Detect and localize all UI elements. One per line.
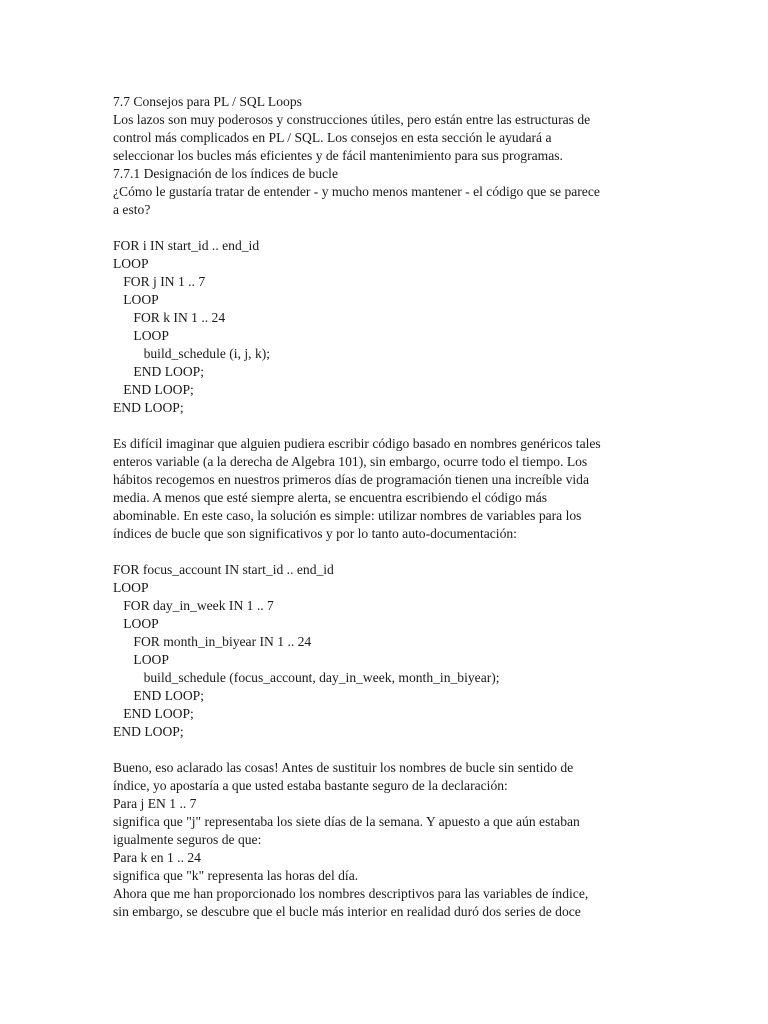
code-line: FOR focus_account IN start_id .. end_id [113,562,334,577]
code-line: FOR k IN 1 .. 24 [113,310,226,325]
blank-line [113,219,753,237]
body-paragraph [113,435,753,543]
paragraph-line: enteros variable (a la derecha de Algebra 101), sin embargo, ocurre todo el tiempo. Los [113,454,588,469]
question-line: ¿Cómo le gustaría tratar de entender - y mucho menos mantener - el código que se parece [113,184,600,199]
code-block-descriptive [113,561,753,741]
code-line: END LOOP; [113,688,205,703]
subsection-heading: 7.7.1 Designación de los índices de bucle [113,166,338,181]
code-line: END LOOP; [113,706,194,721]
blank-line [113,543,753,561]
code-line: LOOP [113,616,159,631]
code-line: FOR j IN 1 .. 7 [113,274,206,289]
blank-line [113,417,753,435]
paragraph-line: igualmente seguros de que: [113,832,262,847]
document-page [113,93,753,921]
paragraph-line: significa que "j" representaba los siete días de la semana. Y apuesto a que aún estaban [113,814,580,829]
paragraph-line: media. A menos que esté siempre alerta, se encuentra escribiendo el código más [113,490,548,505]
paragraph-line: hábitos recogemos en nuestros primeros días de programación tienen una increíble vida [113,472,590,487]
code-line: END LOOP; [113,400,184,415]
closing-paragraph [113,759,753,921]
section-heading: 7.7 Consejos para PL / SQL Loops [113,94,302,109]
code-line: END LOOP; [113,382,194,397]
code-line: LOOP [113,328,169,343]
paragraph-line: Para j EN 1 .. 7 [113,796,197,811]
code-line: FOR day_in_week IN 1 .. 7 [113,598,274,613]
paragraph-line: sin embargo, se descubre que el bucle más interior en realidad duró dos series de doce [113,904,581,919]
intro-line: control más complicados en PL / SQL. Los consejos en esta sección le ayudará a [113,130,552,145]
code-line: END LOOP; [113,364,205,379]
question-line: a esto? [113,202,151,217]
code-line: LOOP [113,652,169,667]
code-line: build_schedule (focus_account, day_in_week, month_in_biyear); [113,670,500,685]
code-line: build_schedule (i, j, k); [113,346,271,361]
paragraph-line: índice, yo apostaría a que usted estaba bastante seguro de la declaración: [113,778,508,793]
blank-line [113,741,753,759]
intro-line: seleccionar los bucles más eficientes y de fácil mantenimiento para sus programas. [113,148,563,163]
paragraph-line: Ahora que me han proporcionado los nombres descriptivos para las variables de índice, [113,886,589,901]
code-line: LOOP [113,292,159,307]
paragraph-line: Para k en 1 .. 24 [113,850,201,865]
paragraph-line: índices de bucle que son significativos y por lo tanto auto-documentación: [113,526,517,541]
paragraph-line: Es difícil imaginar que alguien pudiera escribir código basado en nombres genéricos tales [113,436,601,451]
paragraph-line: Bueno, eso aclarado las cosas! Antes de sustituir los nombres de bucle sin sentido de [113,760,574,775]
code-line: LOOP [113,580,149,595]
code-line: FOR i IN start_id .. end_id [113,238,260,253]
intro-line: Los lazos son muy poderosos y construcciones útiles, pero están entre las estructuras de [113,112,591,127]
intro-paragraph [113,111,753,165]
code-line: LOOP [113,256,149,271]
paragraph-line: abominable. En este caso, la solución es simple: utilizar nombres de variables para los [113,508,582,523]
question-paragraph [113,183,753,219]
code-line: FOR month_in_biyear IN 1 .. 24 [113,634,312,649]
code-line: END LOOP; [113,724,184,739]
code-block-generic [113,237,753,417]
paragraph-line: significa que "k" representa las horas del día. [113,868,359,883]
